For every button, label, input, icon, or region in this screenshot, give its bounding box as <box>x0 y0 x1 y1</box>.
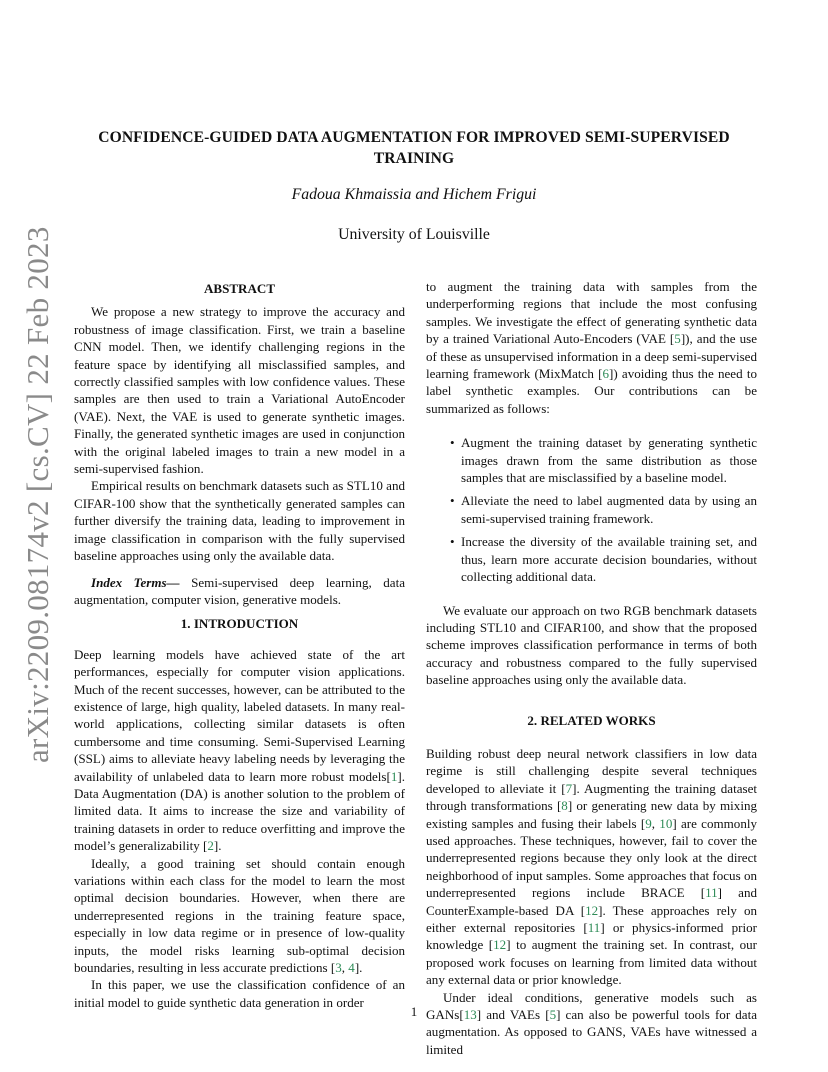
related-p2-text: ] and VAEs [ <box>476 1007 550 1023</box>
intro-heading: 1. INTRODUCTION <box>180 616 299 632</box>
intro-paragraph-4: We evaluate our approach on two RGB benchmark datasets including STL10 and CIFAR100, and show that the proposed scheme improves classification performance in terms of both accuracy and robustness compared to the fully supervised baseline approaches using only the available data. <box>426 602 757 688</box>
related-p1-text: ]. Augmenting the training dataset through transformations [ <box>426 780 757 814</box>
intro-paragraph-2 <box>74 855 405 977</box>
authors: Fadoua Khmaissia and Hichem Frigui <box>291 186 537 203</box>
index-terms <box>74 574 405 609</box>
intro-p3-text: ]), and the use of these as unsupervised information in a deep semi-supervised learning framework (MixMatch [ <box>426 331 757 382</box>
related-p1-text: ] are commonly used approaches. These techniques, however, fail to cover the underrepresented regions because they only look at the direct neighborhood of input samples. Some approaches that focus on underrepresented regions include BRACE [ <box>426 815 757 901</box>
index-terms-text: Semi-supervised deep learning, data augmentation, computer vision, generative models. <box>74 574 405 607</box>
contribution-item: • Augment the training dataset by generating synthetic images drawn from the same distribution as those samples that are misclassified by a baseline model. <box>461 434 757 486</box>
citation-link[interactable]: 11 <box>705 885 718 901</box>
related-p1-text: , <box>651 815 660 831</box>
citation-link[interactable]: 1 <box>390 768 398 784</box>
citation-link[interactable]: 12 <box>493 937 507 953</box>
intro-paragraph-1 <box>74 646 405 855</box>
citation-link[interactable]: 5 <box>674 331 681 347</box>
citation-link[interactable]: 5 <box>549 1007 557 1023</box>
citation-link[interactable]: 4 <box>348 960 355 976</box>
citation-link[interactable]: 9 <box>645 815 652 831</box>
citation-link[interactable]: 7 <box>565 780 573 796</box>
related-p1-text: ] or physics-informed prior knowledge [ <box>426 920 757 953</box>
intro-p2-text: Ideally, a good training set should contain enough variations within each class for the model to learn the most optimal decision boundaries. However, when there are underrepresented regions in the training feature space, especially in low data regime or in presence of low-quality inputs, the model risks learning sub-optimal decision boundaries, resulting in less accurate predictions [ <box>74 855 405 976</box>
citation-link[interactable]: 3 <box>335 960 342 976</box>
contribution-item: • Alleviate the need to label augmented data by using an semi-supervised training framework. <box>461 492 757 527</box>
citation-link[interactable]: 2 <box>207 838 214 854</box>
paper-title <box>0 127 828 169</box>
page-number: 1 <box>410 1004 418 1019</box>
related-paragraph-2 <box>426 989 757 1059</box>
intro-p2-text: , <box>341 960 349 976</box>
related-p1-text: ] or generating new data by mixing existing samples and fusing their labels [ <box>426 798 758 831</box>
intro-p1-text: ]. <box>213 838 222 854</box>
citation-link[interactable]: 8 <box>561 798 568 814</box>
related-works-heading: 2. RELATED WORKS <box>527 712 656 728</box>
index-terms-label: Index Terms— <box>91 574 180 590</box>
title-line-1: CONFIDENCE-GUIDED DATA AUGMENTATION FOR IMPROVED SEMI-SUPERVISED <box>98 129 730 146</box>
related-p2-text: Under ideal conditions, generative models such as GANs[ <box>426 989 757 1023</box>
intro-p1-text: Deep learning models have achieved state of the art performances, especially for computer vision applications. Much of the recent successes, however, can be attributed to the existence of large, high quality, labeled datasets. In many real-world applications, collecting similar datasets is often cumbersome and time consuming. Semi-Supervised Learning (SSL) aims to alleviate heavy labeling needs by leveraging the availability of unlabeled data to learn more robust models[ <box>74 646 405 784</box>
title-line-2: TRAINING <box>373 150 455 167</box>
related-paragraph-1 <box>426 745 757 989</box>
citation-link[interactable]: 13 <box>463 1007 477 1023</box>
intro-p3-text: to augment the training data with samples from the underperforming regions that include the most confusing samples. We investigate the effect of generating synthetic data by a trained Variational Auto-Encoders (VAE [ <box>426 279 757 347</box>
right-column <box>426 278 757 1058</box>
abstract-paragraph-1: We propose a new strategy to improve the accuracy and robustness of image classification. First, we train a baseline CNN model. Then, we identify challenging regions in the feature space by identifying all misclassified samples, and correctly classified samples with low confidence values. These samples are then used to train a Variational AutoEncoder (VAE). Next, the VAE is used to generate synthetic images. Finally, the generated synthetic images are used in conjunction with the original labeled images to train a new model in a semi-supervised fashion. <box>74 304 405 477</box>
intro-paragraph-3: In this paper, we use the classification confidence of an initial model to guide synthetic data generation in order <box>74 977 405 1010</box>
intro-paragraph-3-continued <box>426 278 757 417</box>
related-p1-text: ] to augment the training set. In contrast, our proposed work focuses on learning from limited data without any external data or prior knowledge. <box>426 937 758 988</box>
citation-link[interactable]: 6 <box>602 366 609 382</box>
citation-link[interactable]: 12 <box>585 902 599 918</box>
citation-link[interactable]: 11 <box>587 920 601 935</box>
arxiv-watermark: arXiv:2209.08174v2 [cs.CV] 22 Feb 2023 <box>20 226 55 763</box>
intro-p3-text: ]) avoiding thus the need to label synthetic examples. Our contributions can be summarized as follows: <box>426 366 757 416</box>
related-p1-text: Building robust deep neural network classifiers in low data regime is still challenging despite several techniques developed to alleviate it [ <box>426 745 757 796</box>
related-p2-text: ] can also be powerful tools for data augmentation. As opposed to GANS, VAEs have witnessed a limited <box>426 1007 757 1057</box>
abstract-paragraph-2: Empirical results on benchmark datasets such as STL10 and CIFAR-100 show that the synthetically generated samples can further diversify the training data, leading to improvement in image classification in comparison with the fully supervised baseline approaches using only the available data. <box>74 478 405 564</box>
contributions-list <box>426 434 757 585</box>
intro-p2-text: ]. <box>354 960 363 976</box>
contribution-item: • Increase the diversity of the available training set, and thus, learn more accurate decision boundaries, without collecting additional data. <box>461 533 757 585</box>
abstract-heading: ABSTRACT <box>203 281 276 296</box>
related-p1-text: ]. These approaches rely on either external repositories [ <box>426 902 757 935</box>
related-p1-text: ] and CounterExample-based DA [ <box>426 885 758 918</box>
intro-p1-text: ]. Data Augmentation (DA) is another solution to the problem of limited data. It aims to increase the size and variability of training datasets in order to reduce overfitting and improve the model’s generalizability [ <box>74 768 405 854</box>
left-column <box>74 280 405 1011</box>
affiliation: University of Louisville <box>338 226 490 243</box>
citation-link[interactable]: 10 <box>659 815 673 831</box>
